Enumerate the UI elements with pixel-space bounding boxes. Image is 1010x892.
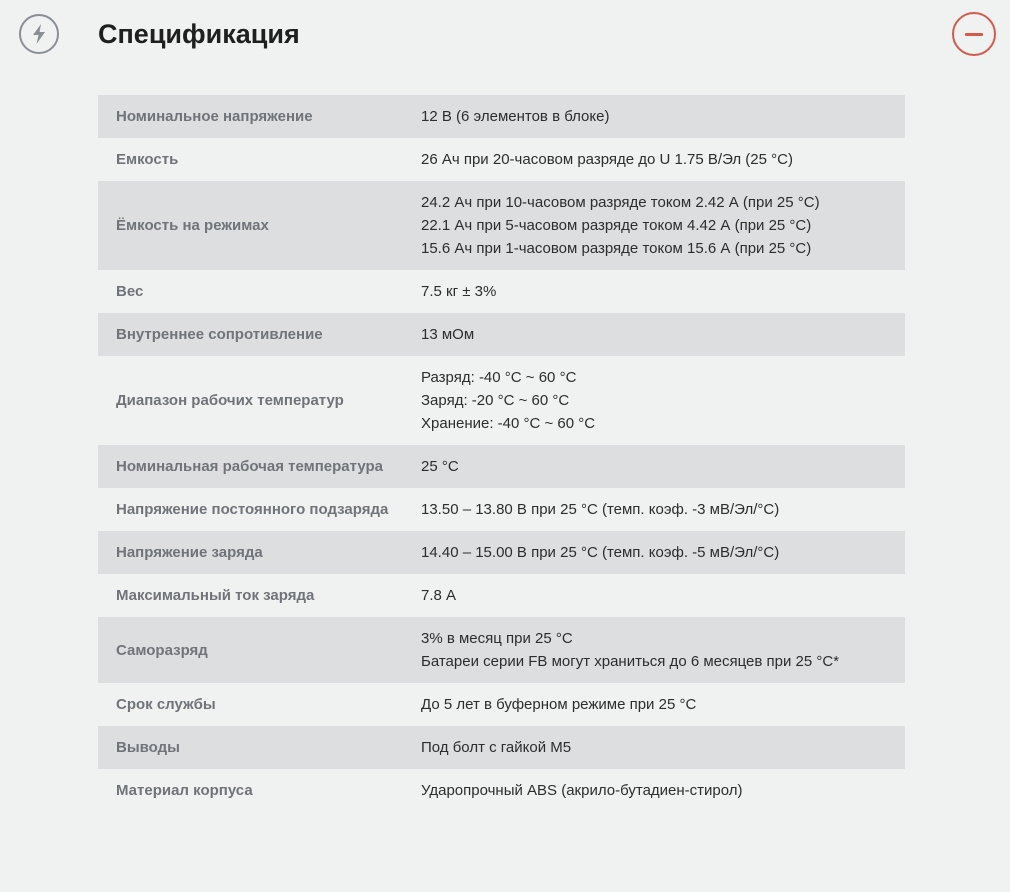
spec-value	[421, 726, 905, 769]
spec-row	[98, 181, 905, 270]
spec-label: Напряжение заряда	[116, 544, 263, 561]
lightning-bolt-icon	[19, 14, 59, 54]
spec-label: Материал корпуса	[116, 782, 253, 799]
spec-value-line: 25 °C	[421, 458, 459, 475]
spec-label: Напряжение постоянного подзаряда	[116, 501, 389, 518]
spec-value-line: 22.1 Ач при 5-часовом разряде током 4.42 А (при 25 °C)	[421, 217, 812, 234]
spec-row	[98, 531, 905, 574]
spec-row	[98, 488, 905, 531]
collapse-button[interactable]	[952, 12, 996, 56]
spec-value	[421, 181, 905, 270]
spec-header	[0, 0, 1010, 70]
spec-value-line: Хранение: -40 °C ~ 60 °C	[421, 415, 596, 432]
spec-value	[421, 95, 905, 138]
spec-label: Внутреннее сопротивление	[116, 326, 323, 343]
spec-value-line: Ударопрочный ABS (акрило-бутадиен-стирол)	[421, 782, 743, 799]
spec-label: Номинальная рабочая температура	[116, 458, 383, 475]
spec-value-line: Под болт с гайкой М5	[421, 739, 572, 756]
spec-value-line: Разряд: -40 °C ~ 60 °C	[421, 369, 577, 386]
spec-row	[98, 726, 905, 769]
spec-value	[421, 445, 905, 488]
spec-value-line: 7.5 кг ± 3%	[421, 283, 497, 300]
spec-value	[421, 270, 905, 313]
spec-value	[421, 488, 905, 531]
spec-value-line: 7.8 А	[421, 587, 457, 604]
spec-row	[98, 617, 905, 683]
spec-label: Диапазон рабочих температур	[116, 392, 344, 409]
spec-row	[98, 683, 905, 726]
spec-row	[98, 445, 905, 488]
spec-row	[98, 769, 905, 812]
section-title: Спецификация	[98, 19, 300, 49]
spec-row	[98, 356, 905, 445]
spec-value-line: 3% в месяц при 25 °C	[421, 630, 573, 647]
spec-value-line: 15.6 Ач при 1-часовом разряде током 15.6 А (при 25 °C)	[421, 240, 812, 257]
spec-row	[98, 313, 905, 356]
spec-value-line: Батареи серии FB могут храниться до 6 месяцев при 25 °C*	[421, 653, 840, 670]
spec-label: Вес	[116, 283, 144, 300]
spec-label: Номинальное напряжение	[116, 108, 313, 125]
spec-value-line: 13 мОм	[421, 326, 475, 343]
spec-table	[98, 95, 905, 812]
spec-label: Выводы	[116, 739, 180, 756]
spec-value	[421, 683, 905, 726]
spec-label: Саморазряд	[116, 641, 208, 659]
spec-value	[421, 617, 905, 683]
spec-value	[421, 531, 905, 574]
spec-row	[98, 574, 905, 617]
spec-value	[421, 138, 905, 181]
spec-row	[98, 95, 905, 138]
spec-label: Максимальный ток заряда	[116, 587, 315, 604]
spec-value	[421, 356, 905, 445]
spec-row	[98, 138, 905, 181]
spec-value	[421, 313, 905, 356]
spec-value-line: Заряд: -20 °C ~ 60 °C	[421, 392, 570, 409]
spec-label: Срок службы	[116, 696, 216, 713]
spec-value-line: 26 Ач при 20-часовом разряде до U 1.75 В/Эл (25 °C)	[421, 151, 793, 168]
spec-label: Ёмкость на режимах	[116, 217, 269, 234]
spec-label: Емкость	[116, 151, 179, 168]
spec-value-line: До 5 лет в буферном режиме при 25 °C	[421, 696, 697, 713]
minus-icon	[965, 33, 983, 36]
spec-value-line: 14.40 – 15.00 В при 25 °C (темп. коэф. -5 мВ/Эл/°C)	[421, 544, 780, 561]
spec-value-line: 12 В (6 элементов в блоке)	[421, 108, 610, 125]
spec-value-line: 24.2 Ач при 10-часовом разряде током 2.42 А (при 25 °C)	[421, 194, 820, 211]
spec-value-line: 13.50 – 13.80 В при 25 °C (темп. коэф. -3 мВ/Эл/°C)	[421, 501, 780, 518]
spec-value	[421, 769, 905, 812]
spec-row	[98, 270, 905, 313]
spec-value	[421, 574, 905, 617]
